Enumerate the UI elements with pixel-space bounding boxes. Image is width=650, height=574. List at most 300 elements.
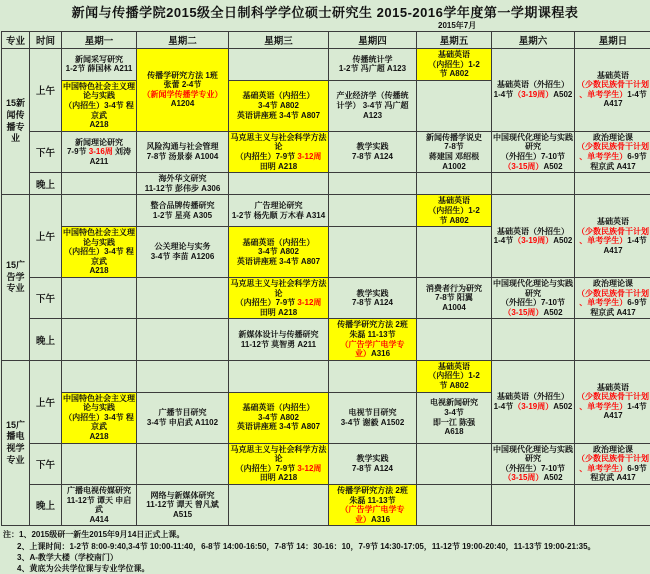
course-line: [330, 142, 415, 152]
course-text: 中国特色社会主义理论与实践: [63, 394, 135, 413]
course-text: 整合品牌传播研究: [151, 201, 215, 210]
course-line: [576, 227, 650, 237]
course-text: 基础英语: [438, 196, 470, 205]
course-line: [330, 418, 415, 428]
column-header: 星期日: [575, 32, 650, 49]
course-line: [138, 71, 227, 81]
course-cell: [329, 392, 417, 443]
footnote-line: 4、黄底为公共学位课与专业学位课。: [3, 563, 650, 574]
course-line: [330, 64, 415, 74]
course-text: 马克思主义与社会科学方法论: [231, 445, 327, 464]
course-line: [418, 206, 490, 216]
course-text: 3-4节 申启武 A1102: [147, 418, 218, 427]
course-line: [330, 111, 415, 121]
course-cell: [492, 131, 575, 172]
course-line: [230, 464, 327, 474]
course-line: [230, 340, 327, 350]
empty-cell: [137, 443, 229, 484]
course-text: （外招生）7-10节: [501, 298, 565, 307]
course-cell: [229, 80, 329, 131]
course-line: [230, 101, 327, 111]
course-text: 传播统计学: [353, 55, 393, 64]
course-text: 中国现代化理论与实践研究: [493, 445, 573, 464]
course-line: [418, 303, 490, 313]
course-text-red: （3-15周）: [503, 473, 543, 482]
course-text: 节 A802: [439, 216, 468, 225]
course-text: A1204: [171, 99, 195, 108]
course-text: A417: [603, 411, 622, 420]
course-cell: [229, 392, 329, 443]
course-text: （内招生）1-2: [428, 60, 480, 69]
course-text-red: （3-15周）: [503, 162, 543, 171]
table-header: [2, 32, 650, 49]
course-line: [418, 381, 490, 391]
course-text: 电视新闻研究: [430, 398, 478, 407]
course-line: [230, 152, 327, 162]
course-text: 3-4节 李苗 A1206: [151, 252, 215, 261]
course-line: [418, 152, 490, 162]
course-line: [576, 464, 650, 474]
course-line: [63, 120, 135, 130]
course-text-red: 3-12周: [297, 152, 321, 161]
schedule-table: [1, 31, 650, 526]
footnote-line: 2、上课时间：1-2节 8:00-9:40,3-4节 10:00-11:40，6-8节 14:00-16:50，7-8节 14：30-16：10，7-9节 14:30-17:05，11-12节 19:00-20:40，11-13节 19:00-21:35。: [3, 541, 650, 552]
course-cell: [229, 131, 329, 172]
course-line: [576, 99, 650, 109]
course-line: [493, 162, 573, 172]
course-line: [330, 298, 415, 308]
empty-cell: [229, 49, 329, 81]
course-text-red: （少数民族骨干计划: [577, 454, 649, 463]
course-line: [230, 413, 327, 423]
course-line: [63, 432, 135, 442]
course-text: 基础英语: [597, 383, 629, 392]
empty-cell: [575, 319, 650, 360]
footnote-line: 注：1、2015级研一新生2015年9月14日正式上课。: [3, 529, 650, 540]
course-text: A502: [553, 90, 572, 99]
course-line: [63, 266, 135, 276]
course-text: （内招生）3-4节 程京武: [64, 247, 134, 266]
course-text: 传播学研究方法 1班: [147, 71, 218, 80]
course-line: [576, 289, 650, 299]
column-header: 星期六: [492, 32, 575, 49]
course-text: 新闻传播学说史: [426, 133, 482, 142]
course-line: [418, 162, 490, 172]
course-text: 1-2节 冯广超 A123: [339, 64, 406, 73]
course-cell: [329, 131, 417, 172]
course-line: [230, 403, 327, 413]
course-text: 新闻采写研究: [75, 55, 123, 64]
empty-cell: [492, 484, 575, 525]
course-cell: [492, 195, 575, 278]
course-line: [230, 238, 327, 248]
course-text: 中国现代化理论与实践研究: [493, 133, 573, 152]
course-line: [493, 308, 573, 318]
course-text: 朱磊 11-13节: [349, 496, 395, 505]
course-text: 张蕾 2-4节: [164, 80, 202, 89]
course-line: [418, 418, 490, 428]
course-cell: [575, 278, 650, 319]
course-cell: [492, 278, 575, 319]
course-line: [576, 90, 650, 100]
course-text: 刘涛 A211: [90, 147, 131, 166]
empty-cell: [62, 319, 137, 360]
course-line: [330, 330, 415, 340]
course-text-red: 3-16周: [89, 147, 113, 156]
course-text: 公关理论与实务: [155, 242, 211, 251]
course-line: [138, 242, 227, 252]
course-text: A618: [444, 427, 463, 436]
course-line: [576, 71, 650, 81]
course-text-red: （少数民族骨干计划: [577, 142, 649, 151]
empty-cell: [417, 80, 492, 131]
course-text: 政治理论课: [593, 133, 633, 142]
course-text: 中国特色社会主义理论与实践: [63, 228, 135, 247]
course-line: [330, 496, 415, 506]
course-line: [63, 394, 135, 413]
course-cell: [417, 392, 492, 443]
course-line: [330, 320, 415, 330]
course-text-red: 3-12周: [297, 298, 321, 307]
page-title: 新闻与传播学院2015级全日制科学学位硕士研究生 2015-2016学年度第一学期课程表: [0, 0, 650, 21]
major-label: 15新闻传播专业: [2, 49, 30, 195]
course-line: [576, 473, 650, 483]
course-line: [230, 211, 327, 221]
course-line: [230, 298, 327, 308]
course-cell: [229, 319, 329, 360]
course-text-red: （3-19周）: [513, 402, 553, 411]
course-text: （内招生）3-4节 程京武: [64, 413, 134, 432]
course-line: [63, 64, 135, 74]
column-header: 星期三: [229, 32, 329, 49]
course-text: A515: [173, 510, 192, 519]
time-label: 上午: [30, 49, 62, 132]
course-line: [418, 133, 490, 143]
empty-cell: [329, 195, 417, 227]
course-text-red: （3-19周）: [513, 90, 553, 99]
course-text: 田明 A218: [260, 473, 297, 482]
empty-cell: [417, 227, 492, 278]
empty-cell: [62, 173, 137, 195]
course-text: 3-4节 A802: [258, 101, 299, 110]
course-text: 节 A802: [439, 69, 468, 78]
course-cell: [417, 360, 492, 392]
course-text: 7-8节: [444, 142, 464, 151]
course-line: [63, 147, 135, 166]
course-line: [138, 80, 227, 90]
course-text: 中国特色社会主义理论与实践: [63, 82, 135, 101]
course-text: 3-4节: [444, 408, 464, 417]
course-text: 电视节目研究: [349, 408, 397, 417]
course-line: [230, 111, 327, 121]
empty-cell: [575, 484, 650, 525]
course-text: 基础英语: [597, 71, 629, 80]
course-line: [230, 247, 327, 257]
course-cell: [492, 49, 575, 132]
course-line: [230, 445, 327, 464]
course-cell: [137, 173, 229, 195]
course-line: [576, 246, 650, 256]
course-text: 7-8节 A124: [352, 464, 393, 473]
course-line: [576, 411, 650, 421]
course-text: 11-12节 彭伟步 A306: [145, 184, 221, 193]
course-cell: [137, 227, 229, 278]
course-text: 7-8节 A124: [352, 298, 393, 307]
empty-cell: [417, 443, 492, 484]
time-label: 下午: [30, 278, 62, 319]
course-cell: [62, 131, 137, 172]
course-text: 传播学研究方法 2班: [337, 320, 408, 329]
course-text: 11-12节 谭天 申启武: [67, 496, 131, 515]
course-line: [138, 99, 227, 109]
course-text: A502: [553, 402, 572, 411]
course-text: 英语讲座班 3-4节 A807: [237, 111, 320, 120]
course-line: [493, 90, 573, 100]
course-text: 教学实践: [357, 289, 389, 298]
course-line: [138, 201, 227, 211]
course-cell: [329, 278, 417, 319]
course-text: 教学实践: [357, 142, 389, 151]
course-text: 基础英语（内招生）: [243, 91, 315, 100]
course-text: 6-9节: [627, 152, 647, 161]
course-text: 1-4节: [494, 402, 514, 411]
course-text: 节 A802: [439, 381, 468, 390]
footnotes: [0, 526, 650, 574]
course-text: 风险沟通与社会管理: [147, 142, 219, 151]
course-text: A414: [89, 515, 108, 524]
course-text-red: （3-19周）: [513, 236, 553, 245]
course-line: [138, 152, 227, 162]
empty-cell: [492, 319, 575, 360]
course-line: [330, 152, 415, 162]
course-cell: [329, 80, 417, 131]
course-cell: [229, 278, 329, 319]
course-text: 7-8节 阳翼: [435, 293, 473, 302]
course-line: [63, 496, 135, 515]
course-text: （内招生）3-4节 程京武: [64, 101, 134, 120]
course-cell: [492, 443, 575, 484]
course-text: A316: [371, 349, 390, 358]
table-row: [2, 360, 650, 392]
course-line: [330, 454, 415, 464]
course-cell: [492, 360, 575, 443]
course-cell: [575, 49, 650, 132]
course-text: 3-4节 A802: [258, 247, 299, 256]
course-line: [330, 464, 415, 474]
course-line: [230, 422, 327, 432]
empty-cell: [62, 443, 137, 484]
time-label: 上午: [30, 360, 62, 443]
course-text: （内招生）7-9节: [236, 152, 298, 161]
course-text: 1-4节: [627, 236, 647, 245]
course-cell: [137, 392, 229, 443]
date-note: 2015年7月: [438, 21, 650, 31]
course-text-red: （广告学广电学专: [341, 340, 405, 349]
course-line: [330, 101, 415, 111]
course-line: [230, 473, 327, 483]
empty-cell: [229, 484, 329, 525]
course-text: 马克思主义与社会科学方法论: [231, 133, 327, 152]
course-line: [230, 308, 327, 318]
course-text: （内招生）1-2: [428, 206, 480, 215]
course-line: [330, 486, 415, 496]
course-line: [230, 279, 327, 298]
course-cell: [575, 131, 650, 172]
course-text-red: （少数民族骨干计划: [577, 227, 649, 236]
course-text: 程京武 A417: [590, 162, 635, 171]
major-label: 15广告学专业: [2, 195, 30, 361]
course-text: A1002: [442, 162, 466, 171]
course-line: [418, 69, 490, 79]
course-cell: [62, 484, 137, 525]
course-text-red: （少数民族骨干计划: [577, 289, 649, 298]
course-text: 11-12节 莫智勇 A211: [241, 340, 316, 349]
course-text: （外招生）7-10节: [501, 152, 565, 161]
course-text: 1-2节 杨先顺 万木春 A314: [232, 211, 325, 220]
course-line: [330, 408, 415, 418]
course-cell: [62, 227, 137, 278]
course-text: 中国现代化理论与实践研究: [493, 279, 573, 298]
course-text: 政治理论课: [593, 445, 633, 454]
course-text: 3-4节 谢毅 A1502: [341, 418, 405, 427]
course-text: （内招生）7-9节: [236, 298, 298, 307]
column-header: 星期一: [62, 32, 137, 49]
course-line: [493, 152, 573, 162]
course-line: [493, 227, 573, 237]
course-cell: [229, 227, 329, 278]
course-text: （外招生）7-10节: [501, 464, 565, 473]
course-line: [63, 247, 135, 266]
course-text: 消费者行为研究: [426, 284, 482, 293]
course-line: [63, 413, 135, 432]
empty-cell: [329, 227, 417, 278]
table-row: [2, 131, 650, 172]
course-line: [230, 330, 327, 340]
course-text-red: 、单考学生）: [579, 464, 627, 473]
course-line: [576, 454, 650, 464]
course-line: [493, 236, 573, 246]
course-line: [576, 152, 650, 162]
course-cell: [575, 195, 650, 278]
empty-cell: [137, 360, 229, 392]
course-line: [330, 55, 415, 65]
course-line: [138, 500, 227, 510]
course-text: 基础英语（内招生）: [243, 238, 315, 247]
course-line: [576, 80, 650, 90]
course-text: 田明 A218: [260, 162, 297, 171]
course-text: 程京武 A417: [590, 473, 635, 482]
time-label: 晚上: [30, 319, 62, 360]
course-text: A218: [89, 120, 108, 129]
table-row: [2, 319, 650, 360]
course-text: 基础英语（外招生）: [497, 80, 569, 89]
course-line: [576, 162, 650, 172]
course-cell: [329, 484, 417, 525]
empty-cell: [417, 484, 492, 525]
course-line: [576, 217, 650, 227]
course-text: 基础英语: [438, 50, 470, 59]
course-text-red: （少数民族骨干计划: [577, 80, 649, 89]
course-text: 蒋建国 邓绍根: [429, 152, 479, 161]
course-line: [330, 515, 415, 525]
course-text-red: 3-12周: [297, 464, 321, 473]
course-text: 英语讲座班 3-4节 A807: [237, 422, 320, 431]
course-text: 6-9节: [627, 298, 647, 307]
course-text: 1-4节: [627, 90, 647, 99]
column-header: 专业: [2, 32, 30, 49]
course-text: 1-4节: [494, 90, 514, 99]
course-cell: [329, 49, 417, 81]
table-row: [2, 195, 650, 227]
time-label: 晚上: [30, 484, 62, 525]
course-line: [230, 133, 327, 152]
course-cell: [417, 49, 492, 81]
course-text: 产业经济学（传播统: [337, 91, 409, 100]
course-line: [330, 289, 415, 299]
course-line: [418, 371, 490, 381]
course-cell: [575, 443, 650, 484]
time-label: 晚上: [30, 173, 62, 195]
course-line: [230, 162, 327, 172]
course-text: A218: [89, 266, 108, 275]
course-cell: [137, 131, 229, 172]
course-line: [230, 91, 327, 101]
course-line: [418, 362, 490, 372]
course-line: [138, 211, 227, 221]
course-line: [576, 308, 650, 318]
empty-cell: [137, 319, 229, 360]
course-text: 广播节目研究: [159, 408, 207, 417]
course-line: [330, 349, 415, 359]
course-text: A502: [543, 162, 562, 171]
course-text-red: （少数民族骨干计划: [577, 392, 649, 401]
course-text: 传播学研究方法 2班: [337, 486, 408, 495]
course-text: 计学） 3-4节 冯广超: [336, 101, 408, 110]
course-line: [418, 196, 490, 206]
table-row: [2, 173, 650, 195]
course-text: 广播电视传媒研究: [67, 486, 131, 495]
course-line: [138, 174, 227, 184]
course-line: [138, 491, 227, 501]
course-line: [138, 408, 227, 418]
course-text: A316: [371, 515, 390, 524]
course-line: [330, 505, 415, 515]
major-label: 15广播电视学专业: [2, 360, 30, 526]
course-line: [418, 398, 490, 408]
column-header: 星期五: [417, 32, 492, 49]
course-text: 田明 A218: [260, 308, 297, 317]
course-cell: [329, 319, 417, 360]
course-line: [576, 142, 650, 152]
course-line: [576, 133, 650, 143]
course-line: [576, 402, 650, 412]
course-text: 基础英语（外招生）: [497, 392, 569, 401]
course-text: 3-4节 A802: [258, 413, 299, 422]
course-line: [330, 340, 415, 350]
time-label: 上午: [30, 195, 62, 278]
empty-cell: [229, 360, 329, 392]
course-line: [493, 402, 573, 412]
course-text: A218: [89, 432, 108, 441]
empty-cell: [137, 278, 229, 319]
course-line: [63, 515, 135, 525]
table-row: [2, 49, 650, 81]
empty-cell: [62, 360, 137, 392]
column-header: 时间: [30, 32, 62, 49]
empty-cell: [417, 173, 492, 195]
course-text: （内招生）7-9节: [236, 464, 298, 473]
course-text: 海外华文研究: [159, 174, 207, 183]
